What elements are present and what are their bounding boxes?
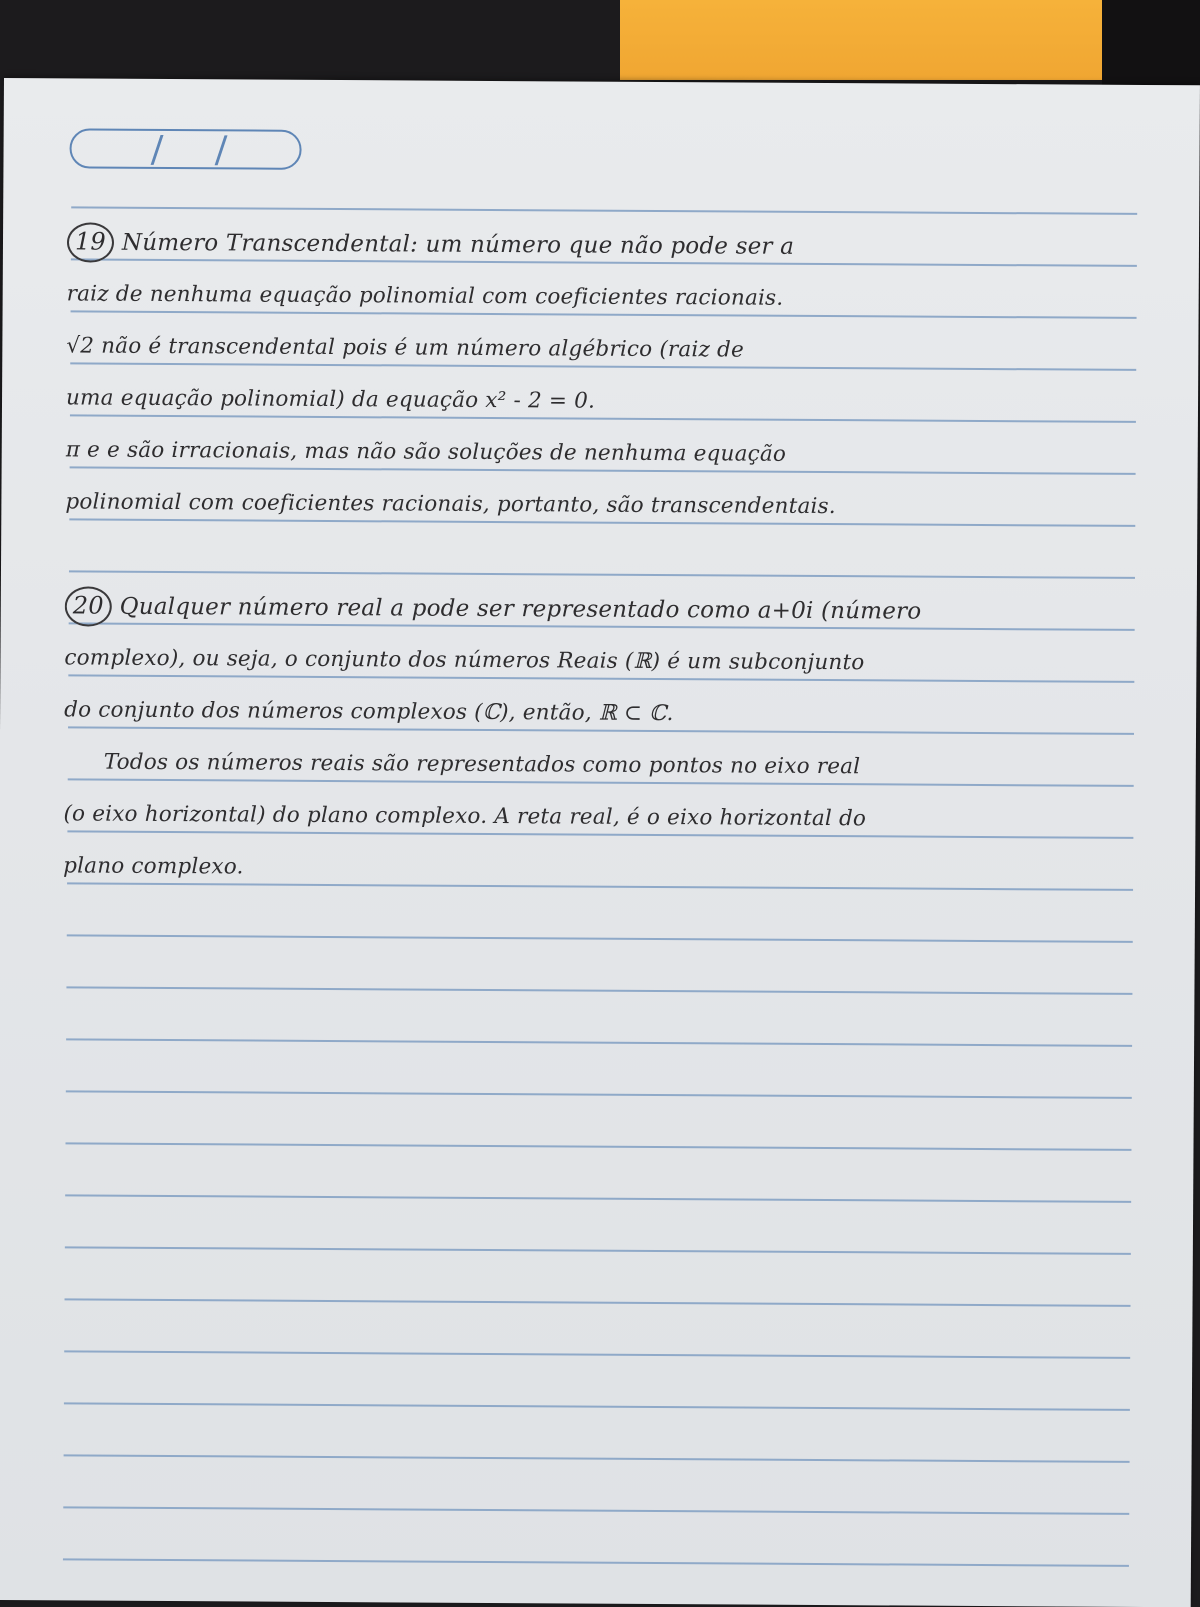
ruled-line [65, 1246, 1131, 1254]
ruled-line [67, 934, 1133, 942]
ruled-line [66, 986, 1132, 994]
notebook-page [0, 78, 1200, 1607]
exercise-20-text: Qualquer número real a pode ser representado como a+0i (número [119, 593, 922, 625]
ruled-line [69, 570, 1135, 578]
ruled-line [65, 1298, 1131, 1306]
exercise-20-line-6: plano complexo. [63, 853, 244, 880]
exercise-19-text: Número Transcendental: um número que não pode ser a [121, 229, 795, 260]
date-slash [215, 135, 227, 165]
ruled-line [64, 1350, 1130, 1358]
exercise-20-line-4: Todos os números reais são representados como pontos no eixo real [103, 749, 861, 780]
ruled-line [65, 1194, 1131, 1202]
exercise-20-line-3: do conjunto dos números complexos (ℂ), então, ℝ ⊂ ℂ. [64, 697, 674, 727]
exercise-number-19: 19 [67, 222, 114, 262]
ruled-line [66, 1038, 1132, 1046]
exercise-19-line-3: √2 não é transcendental pois é um número algébrico (raiz de [66, 333, 745, 363]
date-slash [151, 135, 163, 165]
background-dark-area [1102, 0, 1200, 90]
exercise-19-line-4: uma equação polinomial) da equação x² - 2 = 0. [65, 385, 596, 414]
exercise-20-line-5: (o eixo horizontal) do plano complexo. A reta real, é o eixo horizontal do [63, 801, 867, 832]
exercise-number-20: 20 [65, 586, 112, 626]
background-yellow-object [620, 0, 1102, 80]
ruled-line [63, 1558, 1129, 1566]
exercise-19-line-5: π e e são irracionais, mas não são soluções de nenhuma equação [65, 437, 787, 467]
ruled-line [71, 206, 1137, 214]
exercise-19-line-6: polinomial com coeficientes racionais, portanto, são transcendentais. [65, 489, 836, 520]
exercise-19-line-2: raiz de nenhuma equação polinomial com coeficientes racionais. [66, 281, 784, 311]
exercise-20-line-2: complexo), ou seja, o conjunto dos números Reais (ℝ) é um subconjunto [64, 645, 865, 676]
ruled-line [64, 1454, 1130, 1462]
date-field [69, 128, 301, 169]
ruled-line [63, 1506, 1129, 1514]
exercise-20-line-1 [65, 586, 1145, 633]
ruled-line [65, 1142, 1131, 1150]
ruled-line [64, 1402, 1130, 1410]
ruled-line [66, 1090, 1132, 1098]
exercise-19-line-1 [67, 222, 1147, 269]
